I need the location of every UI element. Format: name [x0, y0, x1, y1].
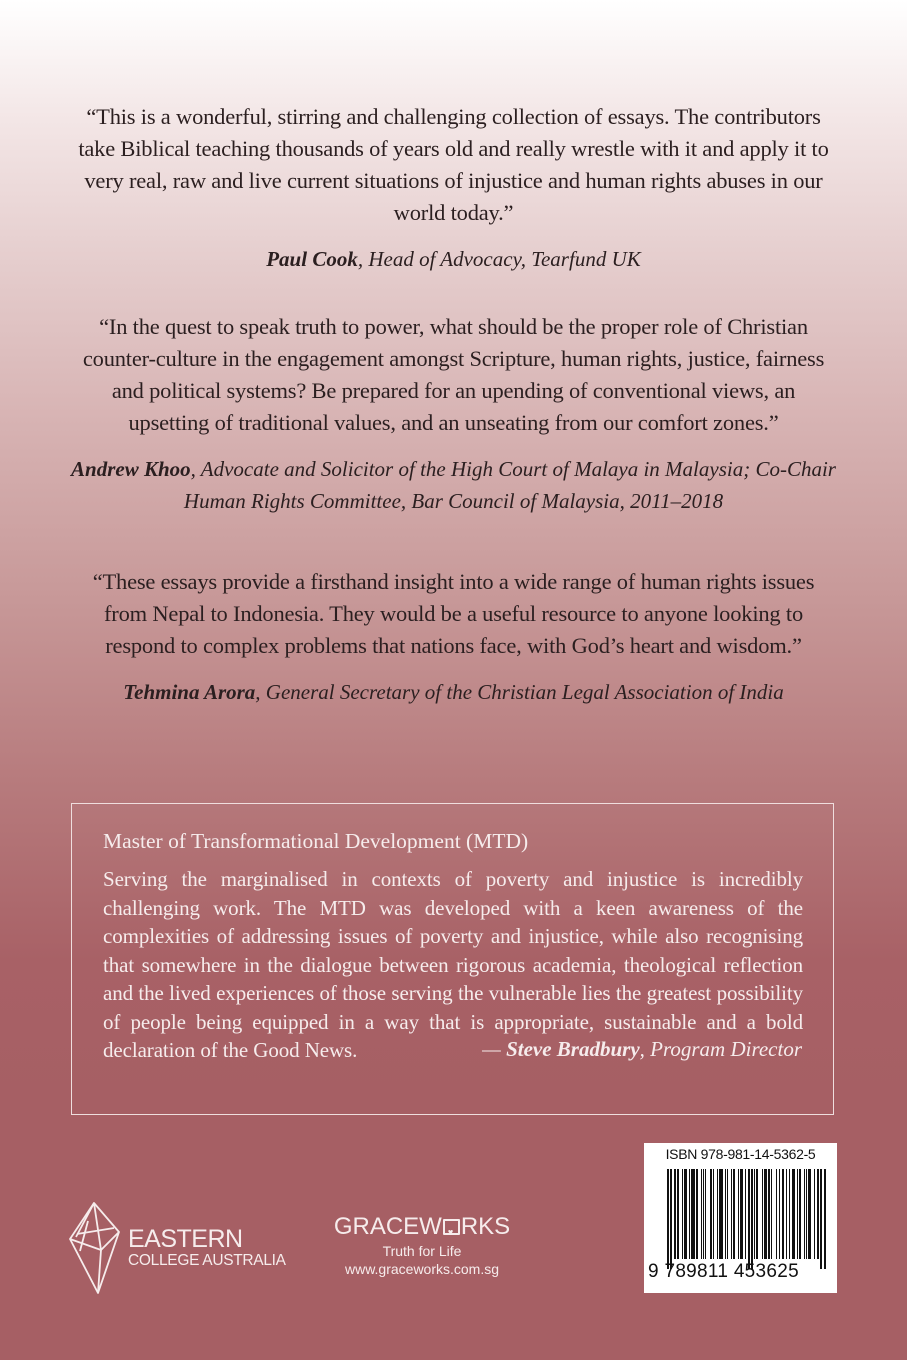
- eastern-name: EASTERN: [128, 1225, 243, 1253]
- graceworks-wordmark: [322, 1213, 522, 1241]
- endorsement-attribution: [54, 676, 854, 708]
- graceworks-name-part2: RKS: [460, 1213, 511, 1240]
- signature-dash: —: [482, 1037, 507, 1061]
- signature-title: , Program Director: [639, 1037, 802, 1061]
- endorser-name: Paul Cook: [266, 247, 358, 271]
- endorser-title: , General Secretary of the Christian Legal Association of India: [255, 680, 784, 704]
- eastern-subtitle: COLLEGE AUSTRALIA: [128, 1252, 286, 1269]
- graceworks-tagline: Truth for Life: [382, 1243, 462, 1259]
- heart-box-icon: [443, 1219, 460, 1235]
- barcode-bars: [667, 1169, 827, 1269]
- eastern-wordmark: [128, 1226, 286, 1270]
- eastern-college-logo: [68, 1201, 286, 1295]
- signature-name: Steve Bradbury: [506, 1037, 640, 1061]
- graceworks-logo: [322, 1213, 522, 1278]
- mtd-title: Master of Transformational Development (MTD): [103, 829, 529, 853]
- mtd-info-box: [71, 803, 834, 1115]
- endorser-title: , Head of Advocacy, Tearfund UK: [357, 247, 641, 271]
- endorsement-attribution: [54, 453, 854, 517]
- mtd-signature: [482, 1037, 802, 1062]
- graceworks-name-part1: GRACEW: [333, 1213, 442, 1240]
- isbn-number: 9 789811 453625: [648, 1261, 800, 1282]
- endorsement-quote: “This is a wonderful, stirring and challenging collection of essays. The contributors take Biblical teaching thousands of years old and really wrestle with it and apply it to very real, raw and live current situations of injustice and human rights abuses in our world today.”: [78, 104, 829, 225]
- mtd-body: Serving the marginalised in contexts of poverty and injustice is incredibly challenging work. The MTD was developed with a keen awareness of the complexities of addressing issues of poverty and injustice, while also recognising that somewhere in the dialogue between rigorous academia, theological reflection and the lived experiences of those serving the vulnerable lies the greatest possibility of people being equipped in a way that is appropriate, sustainable and a bold declaration of the Good News.: [103, 867, 803, 1062]
- endorsement-3: [0, 566, 907, 708]
- endorsement-quote: “These essays provide a firsthand insight into a wide range of human rights issues from Nepal to Indonesia. They would be a useful resource to anyone looking to respond to complex problems that nations face, with God’s heart and wisdom.”: [92, 569, 815, 658]
- endorser-name: Andrew Khoo: [71, 457, 191, 481]
- endorser-title: , Advocate and Solicitor of the High Court of Malaya in Malaysia; Co-Chair Human Rights Committee, Bar Council of Malaysia, 2011–2018: [183, 457, 836, 513]
- endorser-name: Tehmina Arora: [123, 680, 256, 704]
- crystal-icon: [68, 1201, 122, 1295]
- endorsement-quote: “In the quest to speak truth to power, what should be the proper role of Christian counter-culture in the engagement amongst Scripture, human rights, justice, fairness and political systems? Be prepared for an upending of conventional views, an upsetting of traditional values, and an unseating from our comfort zones.”: [82, 314, 825, 435]
- isbn-barcode: [644, 1143, 837, 1293]
- graceworks-url: www.graceworks.com.sg: [344, 1261, 500, 1277]
- endorsement-1: [0, 101, 907, 275]
- endorsement-2: [0, 311, 907, 517]
- isbn-label: ISBN 978-981-14-5362-5: [665, 1146, 816, 1162]
- endorsement-attribution: [54, 243, 854, 275]
